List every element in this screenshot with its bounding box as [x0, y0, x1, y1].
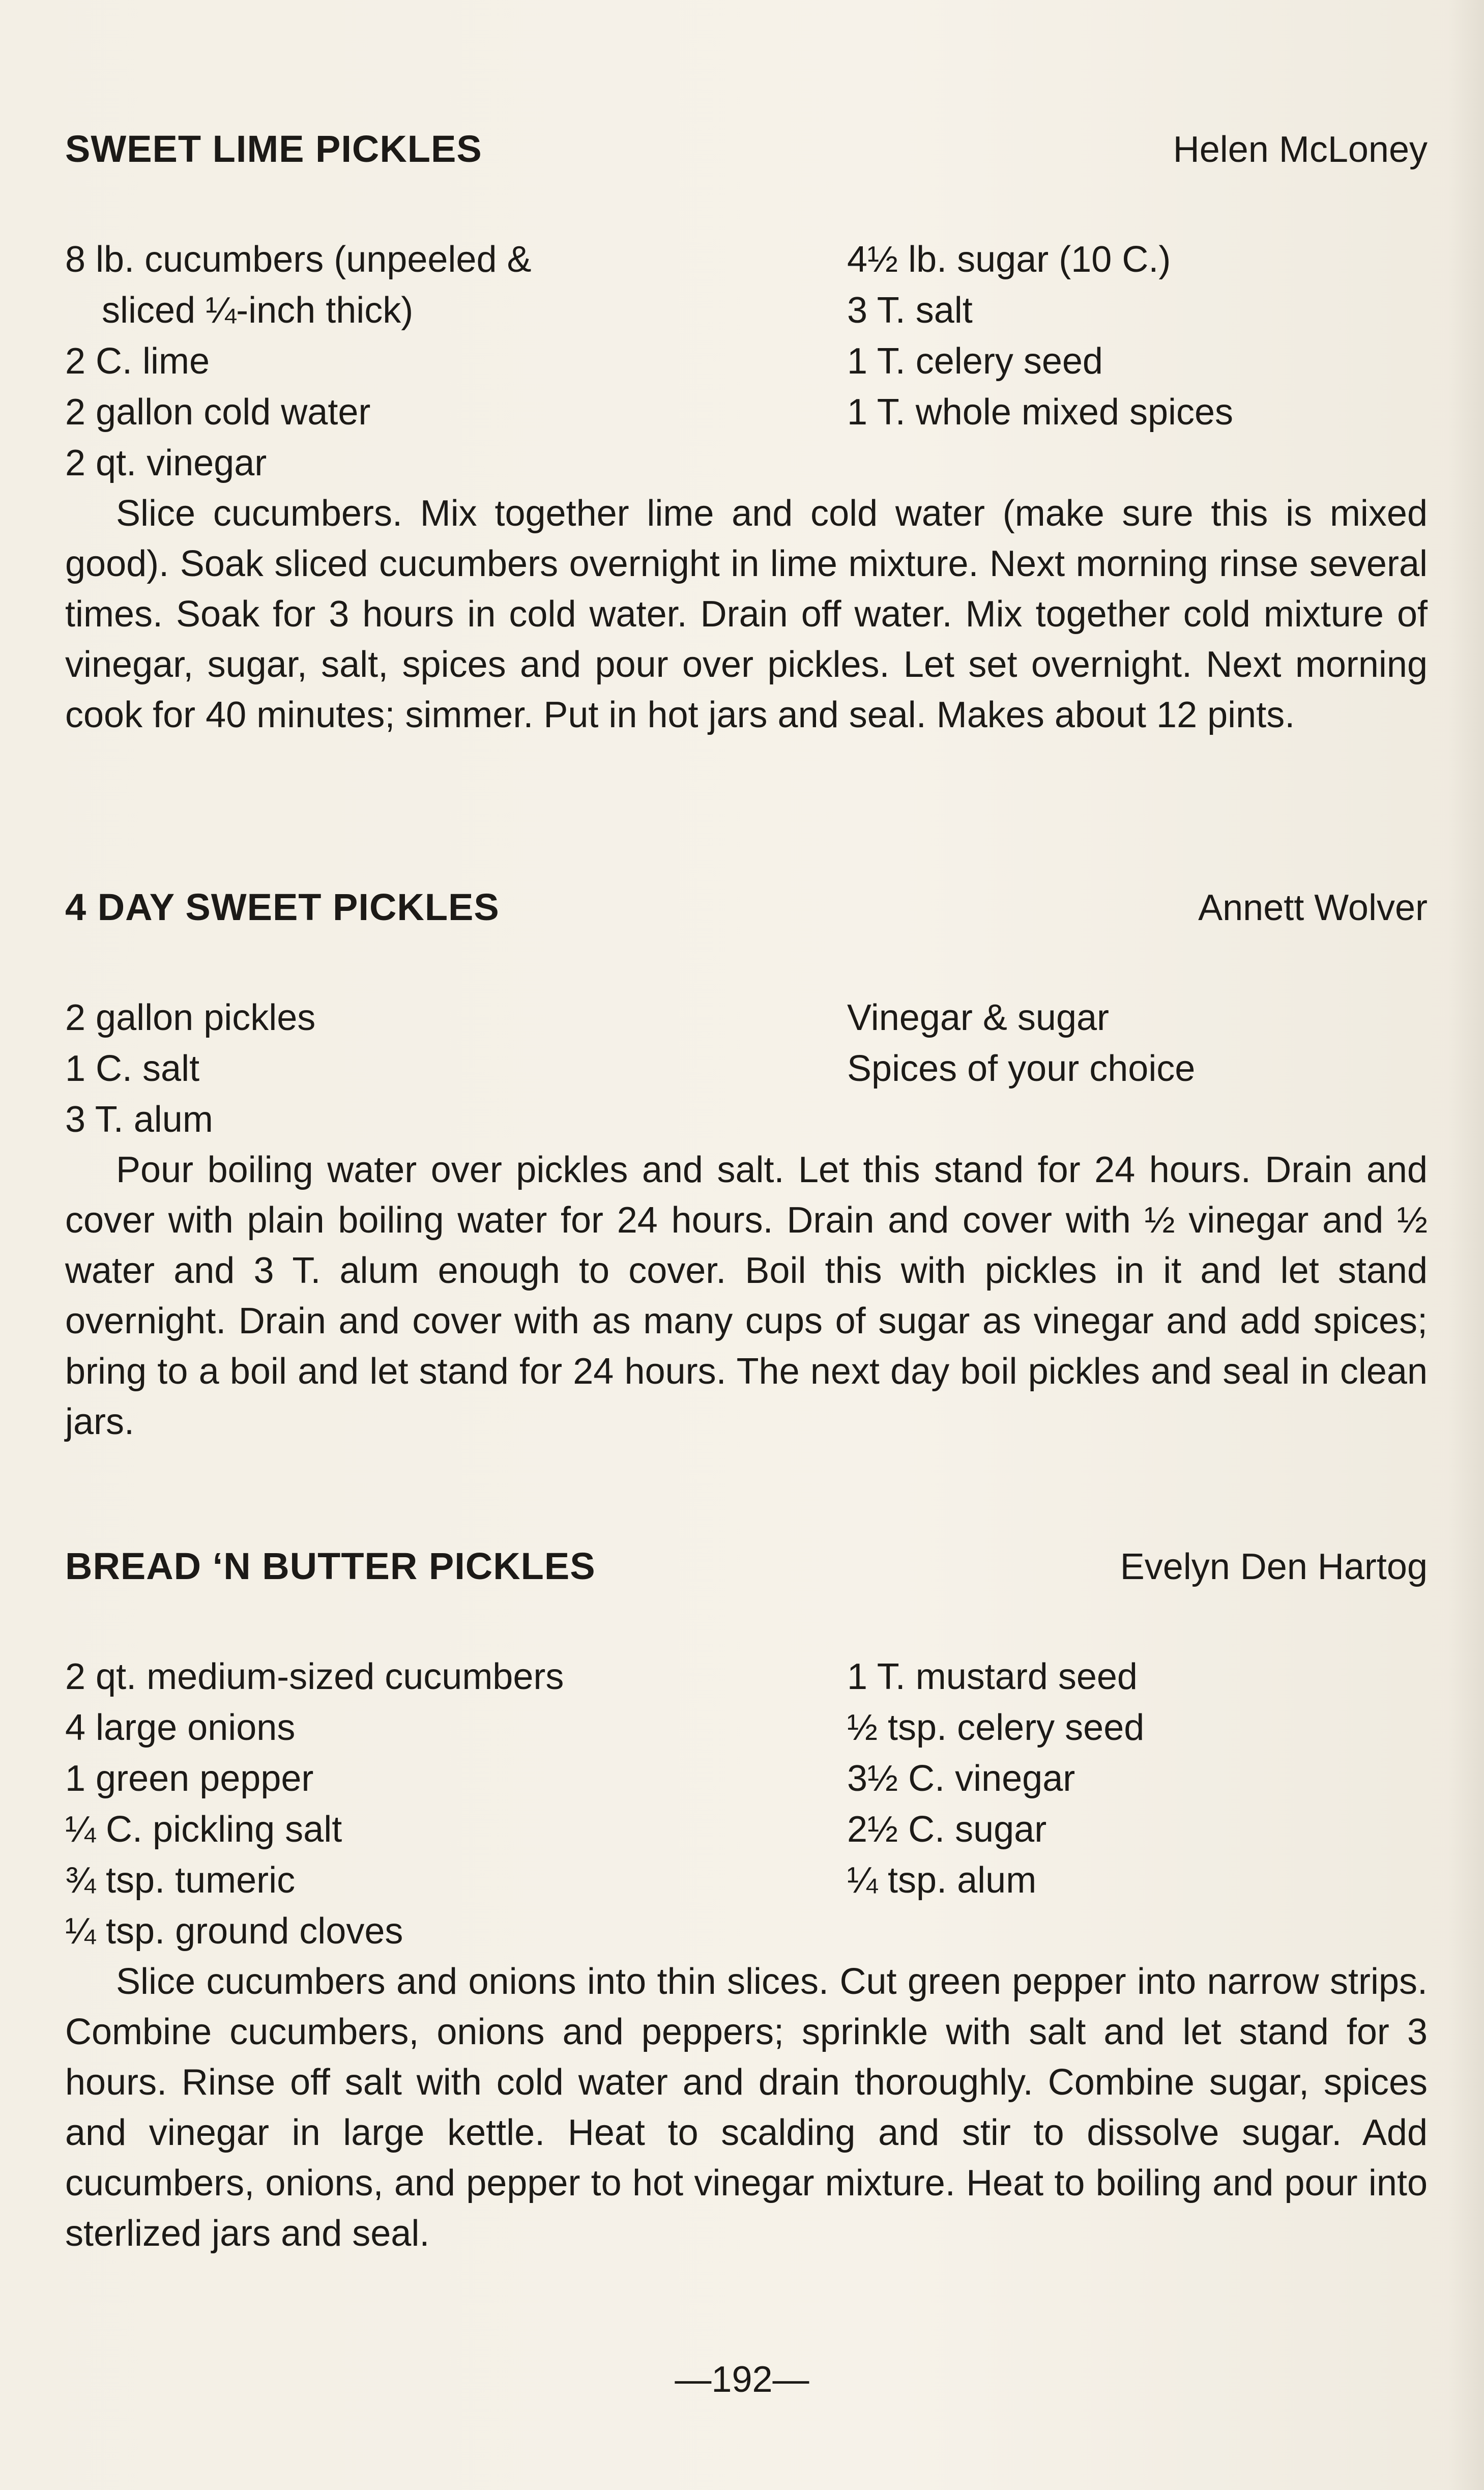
recipe-directions: Slice cucumbers and onions into thin slices. Cut green pepper into narrow strips. Combine cucumbers, onions and peppers; sprinkle with salt and let stand for 3 hours. Rinse off salt with cold water and drain thoroughly. Combine sugar, spices and vinegar in large kettle. Heat to scalding and stir to dissolve sugar. Add cucumbers, onions, and pepper to hot vinegar mixture. Heat to boiling and pour into sterlized jars and seal. [65, 1961, 1428, 2254]
ingredient: 1 C. salt [65, 1048, 200, 1089]
ingredient: 1 T. whole mixed spices [847, 392, 1234, 433]
ingredient-list [65, 1651, 1428, 1957]
ingredient: 1 T. mustard seed [847, 1656, 1138, 1697]
ingredient-column-left [65, 992, 847, 1145]
ingredient-list [65, 992, 1428, 1145]
ingredient: sliced ¼-inch thick) [102, 290, 414, 331]
ingredient-column-left [65, 1651, 847, 1957]
recipe-title: 4 DAY SWEET PICKLES [65, 886, 500, 928]
ingredient: ¾ tsp. tumeric [65, 1860, 296, 1901]
recipe-directions: Slice cucumbers. Mix together lime and cold water (make sure this is mixed good). Soak sliced cucumbers overnight in lime mixture. Next morning rinse several times. Soak for 3 hours in cold water. Drain off water. Mix together cold mixture of vinegar, sugar, salt, spices and pour over pickles. Let set overnight. Next morning cook for 40 minutes; simmer. Put in hot jars and seal. Makes about 12 pints. [65, 493, 1428, 735]
recipe-author: Evelyn Den Hartog [1120, 1547, 1428, 1587]
ingredient: 2 qt. medium-sized cucumbers [65, 1656, 564, 1697]
ingredient: 1 T. celery seed [847, 341, 1103, 382]
ingredient: 4½ lb. sugar (10 C.) [847, 239, 1171, 280]
ingredient: 2 gallon pickles [65, 997, 316, 1038]
ingredient: 2 C. lime [65, 341, 210, 382]
page-number: —192— [675, 2359, 809, 2400]
recipe-header [65, 1544, 1428, 1606]
recipe-author: Annett Wolver [1198, 888, 1428, 928]
ingredient: 1 green pepper [65, 1758, 314, 1799]
ingredient-list [65, 234, 1428, 489]
ingredient: 2 gallon cold water [65, 392, 371, 433]
ingredient: ¼ tsp. ground cloves [65, 1911, 403, 1952]
recipe-title: SWEET LIME PICKLES [65, 128, 482, 170]
recipe-directions: Pour boiling water over pickles and salt. Let this stand for 24 hours. Drain and cover with plain boiling water for 24 hours. Drain and cover with ½ vinegar and ½ water and 3 T. alum enough to cover. Boil this with pickles in it and let stand overnight. Drain and cover with as many cups of sugar as vinegar and add spices; bring to a boil and let stand for 24 hours. The next day boil pickles and seal in clean jars. [65, 1150, 1428, 1442]
ingredient: 2½ C. sugar [847, 1809, 1047, 1850]
ingredient-column-left [65, 234, 847, 489]
recipe-title: BREAD ‘N BUTTER PICKLES [65, 1545, 596, 1587]
ingredient: 2 qt. vinegar [65, 443, 267, 483]
ingredient: 3 T. salt [847, 290, 973, 331]
ingredient-column-right [847, 234, 1428, 489]
recipe-header [65, 127, 1428, 188]
ingredient: Spices of your choice [847, 1048, 1196, 1089]
recipe-header [65, 885, 1428, 947]
recipe-author: Helen McLoney [1173, 129, 1428, 170]
ingredient: 3 T. alum [65, 1099, 213, 1140]
recipe-4-day-sweet-pickles [65, 885, 1428, 1447]
ingredient: 3½ C. vinegar [847, 1758, 1075, 1799]
ingredient: ½ tsp. celery seed [847, 1707, 1145, 1748]
recipe-bread-n-butter-pickles [65, 1544, 1428, 2259]
recipe-sweet-lime-pickles [65, 127, 1428, 740]
ingredient: 8 lb. cucumbers (unpeeled & [65, 239, 532, 280]
ingredient: 4 large onions [65, 1707, 296, 1748]
ingredient: ¼ C. pickling salt [65, 1809, 342, 1850]
page-edge-shadow [1448, 0, 1484, 2490]
ingredient-column-right [847, 1651, 1428, 1957]
ingredient-column-right [847, 992, 1428, 1145]
ingredient: Vinegar & sugar [847, 997, 1110, 1038]
ingredient: ¼ tsp. alum [847, 1860, 1037, 1901]
